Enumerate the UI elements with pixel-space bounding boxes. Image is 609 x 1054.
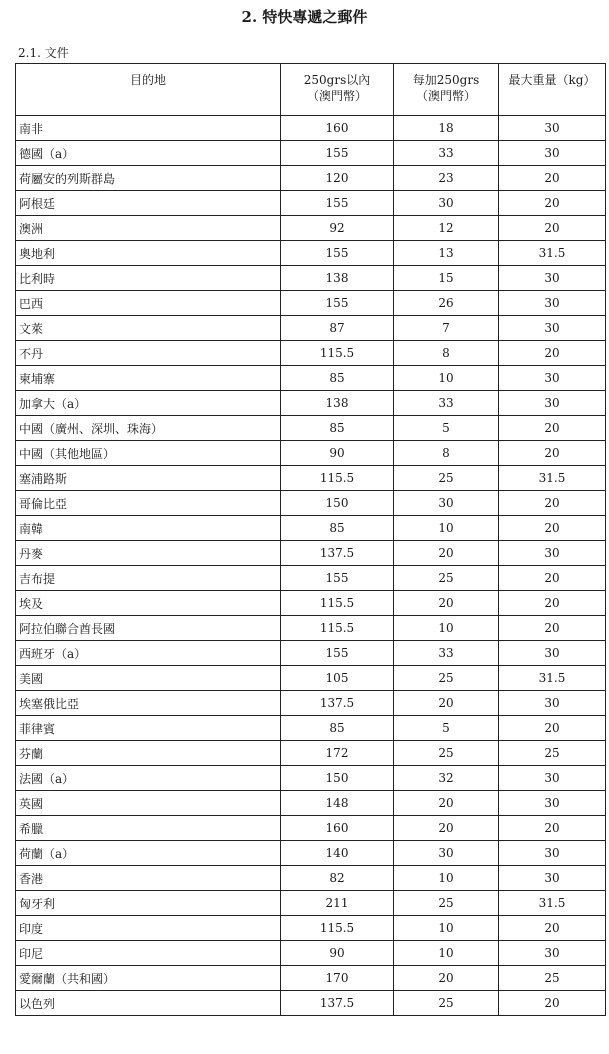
additional-250g-price-cell: 30: [394, 191, 499, 216]
table-row: [16, 766, 606, 791]
destination-cell: 希臘: [16, 816, 281, 841]
first-250g-price-cell: 148: [281, 791, 394, 816]
additional-250g-price-cell: 33: [394, 641, 499, 666]
first-250g-price-cell: 137.5: [281, 691, 394, 716]
subsection-heading: 2.1. 文件: [18, 46, 69, 60]
table-row: [16, 791, 606, 816]
max-weight-cell: 30: [499, 691, 606, 716]
destination-cell: 阿拉伯聯合酋長國: [16, 616, 281, 641]
additional-250g-price-cell: 13: [394, 241, 499, 266]
destination-cell: 荷蘭（a）: [16, 841, 281, 866]
destination-cell: 英國: [16, 791, 281, 816]
additional-250g-price-cell: 33: [394, 141, 499, 166]
first-250g-price-cell: 155: [281, 241, 394, 266]
first-250g-price-cell: 115.5: [281, 466, 394, 491]
destination-cell: 不丹: [16, 341, 281, 366]
additional-250g-price-cell: 20: [394, 691, 499, 716]
max-weight-cell: 30: [499, 266, 606, 291]
first-250g-price-cell: 85: [281, 716, 394, 741]
header-max-weight: [499, 64, 606, 116]
destination-cell: 埃及: [16, 591, 281, 616]
max-weight-cell: 20: [499, 166, 606, 191]
additional-250g-price-cell: 32: [394, 766, 499, 791]
destination-cell: 西班牙（a）: [16, 641, 281, 666]
additional-250g-price-cell: 18: [394, 116, 499, 141]
destination-cell: 香港: [16, 866, 281, 891]
max-weight-cell: 31.5: [499, 666, 606, 691]
header-additional-label: 每加250grs: [412, 73, 480, 87]
destination-cell: 比利時: [16, 266, 281, 291]
max-weight-cell: 30: [499, 541, 606, 566]
additional-250g-price-cell: 5: [394, 716, 499, 741]
additional-250g-price-cell: 30: [394, 491, 499, 516]
first-250g-price-cell: 155: [281, 641, 394, 666]
table-row: [16, 291, 606, 316]
first-250g-price-cell: 120: [281, 166, 394, 191]
table-row: [16, 966, 606, 991]
max-weight-cell: 30: [499, 941, 606, 966]
table-row: [16, 716, 606, 741]
first-250g-price-cell: 115.5: [281, 341, 394, 366]
table-row: [16, 616, 606, 641]
table-row: [16, 991, 606, 1016]
destination-cell: 中國（廣州、深圳、珠海）: [16, 416, 281, 441]
table-row: [16, 516, 606, 541]
first-250g-price-cell: 170: [281, 966, 394, 991]
header-first-250g: [281, 64, 394, 116]
additional-250g-price-cell: 20: [394, 791, 499, 816]
table-row: [16, 416, 606, 441]
max-weight-cell: 30: [499, 641, 606, 666]
first-250g-price-cell: 87: [281, 316, 394, 341]
max-weight-cell: 20: [499, 916, 606, 941]
table-row: [16, 141, 606, 166]
destination-cell: 中國（其他地區）: [16, 441, 281, 466]
max-weight-cell: 30: [499, 316, 606, 341]
header-additional-unit: （澳門幣）: [415, 89, 476, 103]
destination-cell: 芬蘭: [16, 741, 281, 766]
additional-250g-price-cell: 25: [394, 566, 499, 591]
destination-cell: 法國（a）: [16, 766, 281, 791]
additional-250g-price-cell: 8: [394, 441, 499, 466]
first-250g-price-cell: 137.5: [281, 541, 394, 566]
destination-cell: 印尼: [16, 941, 281, 966]
max-weight-cell: 31.5: [499, 241, 606, 266]
destination-cell: 澳洲: [16, 216, 281, 241]
destination-cell: 加拿大（a）: [16, 391, 281, 416]
destination-cell: 菲律賓: [16, 716, 281, 741]
additional-250g-price-cell: 10: [394, 616, 499, 641]
table-row: [16, 266, 606, 291]
max-weight-cell: 30: [499, 866, 606, 891]
first-250g-price-cell: 155: [281, 141, 394, 166]
table-row: [16, 241, 606, 266]
rates-table: [15, 63, 606, 1016]
first-250g-price-cell: 138: [281, 266, 394, 291]
destination-cell: 南韓: [16, 516, 281, 541]
table-row: [16, 866, 606, 891]
destination-cell: 德國（a）: [16, 141, 281, 166]
additional-250g-price-cell: 25: [394, 891, 499, 916]
first-250g-price-cell: 155: [281, 566, 394, 591]
destination-cell: 丹麥: [16, 541, 281, 566]
header-first-250g-label: 250grs以內: [303, 73, 371, 87]
first-250g-price-cell: 150: [281, 491, 394, 516]
first-250g-price-cell: 92: [281, 216, 394, 241]
additional-250g-price-cell: 7: [394, 316, 499, 341]
additional-250g-price-cell: 5: [394, 416, 499, 441]
destination-cell: 巴西: [16, 291, 281, 316]
destination-cell: 文萊: [16, 316, 281, 341]
additional-250g-price-cell: 20: [394, 816, 499, 841]
max-weight-cell: 20: [499, 491, 606, 516]
additional-250g-price-cell: 10: [394, 866, 499, 891]
first-250g-price-cell: 155: [281, 291, 394, 316]
table-row: [16, 891, 606, 916]
table-row: [16, 816, 606, 841]
first-250g-price-cell: 82: [281, 866, 394, 891]
header-first-250g-unit: （澳門幣）: [306, 89, 367, 103]
max-weight-cell: 20: [499, 566, 606, 591]
header-max-weight-label: 最大重量（kg）: [508, 73, 596, 87]
destination-cell: 愛爾蘭（共和國）: [16, 966, 281, 991]
additional-250g-price-cell: 25: [394, 666, 499, 691]
table-row: [16, 741, 606, 766]
max-weight-cell: 30: [499, 291, 606, 316]
first-250g-price-cell: 150: [281, 766, 394, 791]
header-destination: [16, 64, 281, 116]
destination-cell: 美國: [16, 666, 281, 691]
table-row: [16, 491, 606, 516]
first-250g-price-cell: 155: [281, 191, 394, 216]
max-weight-cell: 20: [499, 516, 606, 541]
destination-cell: 柬埔寨: [16, 366, 281, 391]
first-250g-price-cell: 115.5: [281, 591, 394, 616]
destination-cell: 匈牙利: [16, 891, 281, 916]
additional-250g-price-cell: 25: [394, 991, 499, 1016]
additional-250g-price-cell: 12: [394, 216, 499, 241]
max-weight-cell: 30: [499, 841, 606, 866]
additional-250g-price-cell: 15: [394, 266, 499, 291]
destination-cell: 埃塞俄比亞: [16, 691, 281, 716]
header-destination-label: 目的地: [129, 73, 166, 87]
first-250g-price-cell: 172: [281, 741, 394, 766]
destination-cell: 奧地利: [16, 241, 281, 266]
destination-cell: 南非: [16, 116, 281, 141]
first-250g-price-cell: 85: [281, 366, 394, 391]
table-row: [16, 441, 606, 466]
destination-cell: 哥倫比亞: [16, 491, 281, 516]
additional-250g-price-cell: 23: [394, 166, 499, 191]
additional-250g-price-cell: 33: [394, 391, 499, 416]
max-weight-cell: 20: [499, 816, 606, 841]
first-250g-price-cell: 105: [281, 666, 394, 691]
first-250g-price-cell: 115.5: [281, 916, 394, 941]
destination-cell: 印度: [16, 916, 281, 941]
section-heading: 2. 特快專遞之郵件: [241, 8, 368, 26]
additional-250g-price-cell: 30: [394, 841, 499, 866]
table-row: [16, 641, 606, 666]
max-weight-cell: 20: [499, 191, 606, 216]
first-250g-price-cell: 85: [281, 416, 394, 441]
first-250g-price-cell: 115.5: [281, 616, 394, 641]
max-weight-cell: 20: [499, 716, 606, 741]
additional-250g-price-cell: 20: [394, 591, 499, 616]
max-weight-cell: 20: [499, 991, 606, 1016]
table-row: [16, 341, 606, 366]
max-weight-cell: 20: [499, 591, 606, 616]
table-row: [16, 116, 606, 141]
table-header-row: [16, 64, 606, 116]
table-row: [16, 916, 606, 941]
max-weight-cell: 25: [499, 741, 606, 766]
header-each-additional-250g: [394, 64, 499, 116]
max-weight-cell: 20: [499, 441, 606, 466]
table-row: [16, 841, 606, 866]
additional-250g-price-cell: 20: [394, 541, 499, 566]
max-weight-cell: 31.5: [499, 891, 606, 916]
first-250g-price-cell: 137.5: [281, 991, 394, 1016]
max-weight-cell: 31.5: [499, 466, 606, 491]
table-row: [16, 366, 606, 391]
table-row: [16, 691, 606, 716]
destination-cell: 塞浦路斯: [16, 466, 281, 491]
max-weight-cell: 30: [499, 116, 606, 141]
first-250g-price-cell: 90: [281, 441, 394, 466]
additional-250g-price-cell: 10: [394, 366, 499, 391]
additional-250g-price-cell: 10: [394, 516, 499, 541]
first-250g-price-cell: 90: [281, 941, 394, 966]
max-weight-cell: 30: [499, 766, 606, 791]
additional-250g-price-cell: 25: [394, 466, 499, 491]
table-row: [16, 566, 606, 591]
additional-250g-price-cell: 8: [394, 341, 499, 366]
additional-250g-price-cell: 20: [394, 966, 499, 991]
destination-cell: 荷屬安的列斯群島: [16, 166, 281, 191]
max-weight-cell: 20: [499, 616, 606, 641]
table-row: [16, 541, 606, 566]
max-weight-cell: 20: [499, 416, 606, 441]
table-row: [16, 191, 606, 216]
destination-cell: 阿根廷: [16, 191, 281, 216]
table-row: [16, 591, 606, 616]
additional-250g-price-cell: 26: [394, 291, 499, 316]
table-row: [16, 466, 606, 491]
first-250g-price-cell: 85: [281, 516, 394, 541]
max-weight-cell: 25: [499, 966, 606, 991]
table-row: [16, 166, 606, 191]
max-weight-cell: 20: [499, 341, 606, 366]
max-weight-cell: 30: [499, 791, 606, 816]
first-250g-price-cell: 140: [281, 841, 394, 866]
additional-250g-price-cell: 10: [394, 916, 499, 941]
first-250g-price-cell: 211: [281, 891, 394, 916]
max-weight-cell: 30: [499, 366, 606, 391]
table-row: [16, 391, 606, 416]
max-weight-cell: 20: [499, 216, 606, 241]
destination-cell: 以色列: [16, 991, 281, 1016]
additional-250g-price-cell: 10: [394, 941, 499, 966]
first-250g-price-cell: 138: [281, 391, 394, 416]
additional-250g-price-cell: 25: [394, 741, 499, 766]
table-row: [16, 216, 606, 241]
first-250g-price-cell: 160: [281, 816, 394, 841]
table-row: [16, 666, 606, 691]
table-row: [16, 941, 606, 966]
table-row: [16, 316, 606, 341]
max-weight-cell: 30: [499, 141, 606, 166]
first-250g-price-cell: 160: [281, 116, 394, 141]
destination-cell: 吉布提: [16, 566, 281, 591]
max-weight-cell: 30: [499, 391, 606, 416]
